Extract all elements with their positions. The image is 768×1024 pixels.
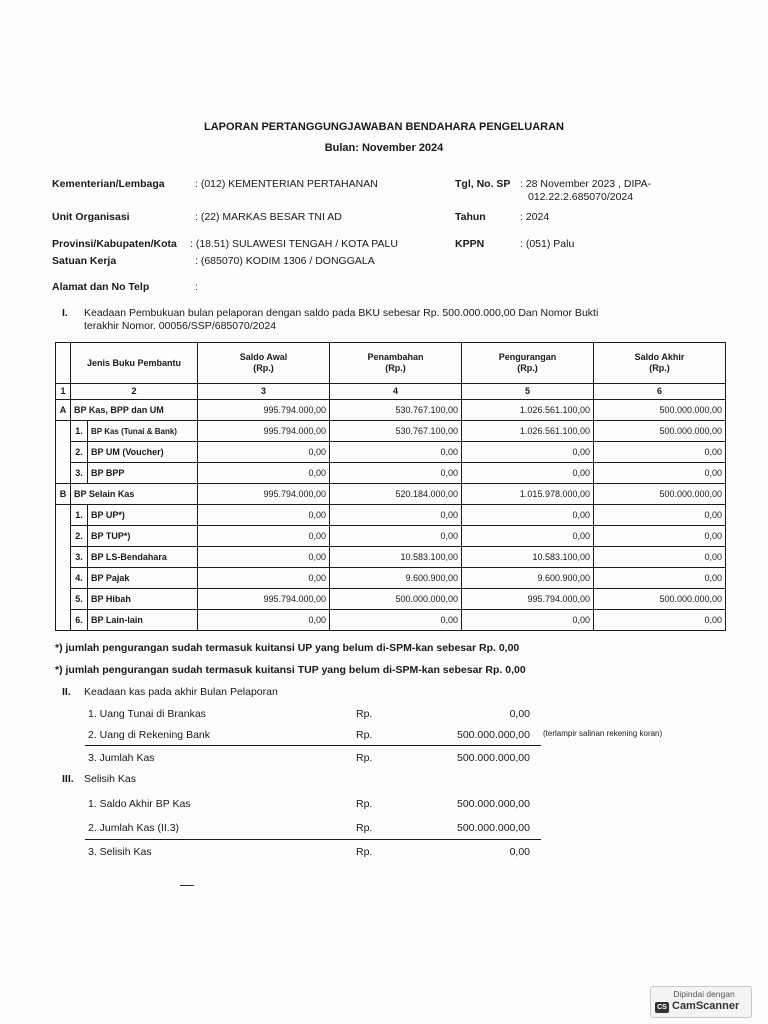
row-b1-pengurangan: 0,00 [462,505,594,526]
header-penambahan [330,343,462,384]
kppn-label: KPPN [455,238,485,250]
provinsi-value: : (18.51) SULAWESI TENGAH / KOTA PALU [190,238,398,250]
group-a-penambahan: 530.767.100,00 [330,400,462,421]
sec2-row2-value: 500.000.000,00 [457,729,530,741]
sec2-row2-label: 2. Uang di Rekening Bank [88,729,210,741]
row-b1-name: BP UP*) [88,505,198,526]
row-a3-pengurangan: 0,00 [462,463,594,484]
watermark-caption: Dipindai dengan [673,989,735,999]
row-b2-saldo-akhir: 0,00 [594,526,726,547]
row-b5-saldo-awal: 995.794.000,00 [198,589,330,610]
colnum-4: 4 [330,384,462,400]
row-b3-no: 3. [71,547,88,568]
tahun-value: : 2024 [520,211,550,223]
blank-cell [56,421,71,442]
header-saldo-akhir [594,343,726,384]
blank-cell [56,505,71,526]
row-b5-saldo-akhir: 500.000.000,00 [594,589,726,610]
row-b2-penambahan: 0,00 [330,526,462,547]
row-b4-saldo-awal: 0,00 [198,568,330,589]
kementerian-label: Kementerian/Lembaga [52,178,165,190]
blank-cell [56,610,71,631]
row-b3-name: BP LS-Bendahara [88,547,198,568]
satker-label: Satuan Kerja [52,255,117,267]
note-up: *) jumlah pengurangan sudah termasuk kuitansi UP yang belum di-SPM-kan sebesar Rp. 0,00 [55,642,520,654]
satker-value: : (685070) KODIM 1306 / DONGGALA [195,255,375,267]
buku-pembantu-table [55,342,726,631]
colnum-5: 5 [462,384,594,400]
row-b3-pengurangan: 10.583.100,00 [462,547,594,568]
blank-cell [56,526,71,547]
sec2-row1-value: 0,00 [509,708,530,720]
table-row [56,421,726,442]
blank-cell [56,442,71,463]
sec3-divider [85,839,541,840]
sec2-row1-label: 1. Uang Tunai di Brankas [88,708,206,720]
group-b-code: B [56,484,71,505]
header-saldo-akhir-unit: (Rp.) [649,363,670,373]
alamat-label: Alamat dan No Telp [52,281,150,293]
colnum-1: 1 [56,384,71,400]
row-a2-saldo-akhir: 0,00 [594,442,726,463]
row-b5-no: 5. [71,589,88,610]
row-b1-saldo-awal: 0,00 [198,505,330,526]
sec2-row3-value: 500.000.000,00 [457,752,530,764]
tgl-sp-value-1: : 28 November 2023 , DIPA- [520,178,652,190]
sec3-row3-value: 0,00 [509,846,530,858]
note-tup: *) jumlah pengurangan sudah termasuk kuitansi TUP yang belum di-SPM-kan sebesar Rp. 0,00 [55,664,526,676]
row-b5-name: BP Hibah [88,589,198,610]
header-saldo-awal-unit: (Rp.) [253,363,274,373]
header-pengurangan-unit: (Rp.) [517,363,538,373]
table-row [56,442,726,463]
row-a3-name: BP BPP [88,463,198,484]
blank-cell [56,463,71,484]
sec2-row2-currency: Rp. [356,729,373,741]
table-row [56,589,726,610]
group-b-penambahan: 520.184.000,00 [330,484,462,505]
group-b-saldo-awal: 995.794.000,00 [198,484,330,505]
section3-number: III. [62,773,74,785]
sec2-row2-note: (terlampir salinan rekening koran) [543,729,663,738]
section2-title: Keadaan kas pada akhir Bulan Pelaporan [84,686,278,698]
row-b6-no: 6. [71,610,88,631]
header-saldo-awal-label: Saldo Awal [239,352,288,362]
row-b1-no: 1. [71,505,88,526]
unit-label: Unit Organisasi [52,211,130,223]
group-b-pengurangan: 1.015.978.000,00 [462,484,594,505]
camscanner-watermark [650,986,752,1018]
row-a2-saldo-awal: 0,00 [198,442,330,463]
row-a1-saldo-akhir: 500.000.000,00 [594,421,726,442]
report-month: Bulan: November 2024 [324,142,444,154]
row-a2-penambahan: 0,00 [330,442,462,463]
table-row [56,526,726,547]
header-saldo-awal [198,343,330,384]
tgl-sp-value-2: 012.22.2.685070/2024 [528,191,634,203]
table-header-row [56,343,726,384]
sec3-row2-value: 500.000.000,00 [457,822,530,834]
footer-dash: — [180,876,194,892]
section3-title: Selisih Kas [84,773,136,785]
header-no [56,343,71,384]
row-a1-pengurangan: 1.026.561.100,00 [462,421,594,442]
row-b6-saldo-akhir: 0,00 [594,610,726,631]
kppn-value: : (051) Palu [520,238,575,250]
sec3-row1-label: 1. Saldo Akhir BP Kas [88,798,191,810]
unit-value: : (22) MARKAS BESAR TNI AD [195,211,342,223]
provinsi-label: Provinsi/Kabupaten/Kota [52,238,177,250]
sec3-row3-currency: Rp. [356,846,373,858]
header-penambahan-unit: (Rp.) [385,363,406,373]
blank-cell [56,589,71,610]
row-a3-saldo-awal: 0,00 [198,463,330,484]
table-row [56,505,726,526]
sec3-row3-label: 3. Selisih Kas [88,846,152,858]
table-colnum-row [56,384,726,400]
table-row-group-b [56,484,726,505]
row-b2-saldo-awal: 0,00 [198,526,330,547]
row-b4-pengurangan: 9.600.900,00 [462,568,594,589]
row-b4-penambahan: 9.600.900,00 [330,568,462,589]
colnum-3: 3 [198,384,330,400]
header-jenis: Jenis Buku Pembantu [71,343,198,384]
group-a-saldo-akhir: 500.000.000,00 [594,400,726,421]
row-a1-penambahan: 530.767.100,00 [330,421,462,442]
table-row [56,568,726,589]
table-row [56,547,726,568]
row-b3-saldo-akhir: 0,00 [594,547,726,568]
header-pengurangan-label: Pengurangan [498,352,557,362]
report-title: LAPORAN PERTANGGUNGJAWABAN BENDAHARA PENGELUARAN [204,121,564,133]
row-a1-no: 1. [71,421,88,442]
row-b4-saldo-akhir: 0,00 [594,568,726,589]
row-b1-penambahan: 0,00 [330,505,462,526]
row-b5-pengurangan: 995.794.000,00 [462,589,594,610]
tgl-sp-label: Tgl, No. SP [455,178,511,190]
section2-number: II. [62,686,71,698]
row-a2-no: 2. [71,442,88,463]
row-a1-saldo-awal: 995.794.000,00 [198,421,330,442]
row-b6-saldo-awal: 0,00 [198,610,330,631]
row-b2-name: BP TUP*) [88,526,198,547]
header-pengurangan [462,343,594,384]
row-a1-name: BP Kas (Tunai & Bank) [88,421,198,442]
row-b2-no: 2. [71,526,88,547]
row-b6-pengurangan: 0,00 [462,610,594,631]
sec3-row1-value: 500.000.000,00 [457,798,530,810]
row-b2-pengurangan: 0,00 [462,526,594,547]
sec2-row1-currency: Rp. [356,708,373,720]
group-b-saldo-akhir: 500.000.000,00 [594,484,726,505]
group-a-code: A [56,400,71,421]
sec3-row1-currency: Rp. [356,798,373,810]
row-a3-no: 3. [71,463,88,484]
row-a3-saldo-akhir: 0,00 [594,463,726,484]
sec2-divider [85,745,541,746]
table-row [56,463,726,484]
row-b6-penambahan: 0,00 [330,610,462,631]
table-row-group-a [56,400,726,421]
kementerian-value: : (012) KEMENTERIAN PERTAHANAN [195,178,378,190]
sec2-row3-currency: Rp. [356,752,373,764]
colnum-6: 6 [594,384,726,400]
blank-cell [56,547,71,568]
blank-cell [56,568,71,589]
header-saldo-akhir-label: Saldo Akhir [634,352,685,362]
group-a-name: BP Kas, BPP dan UM [71,400,198,421]
row-b3-saldo-awal: 0,00 [198,547,330,568]
section1-text-2: terakhir Nomor. 00056/SSP/685070/2024 [84,320,277,332]
row-a2-pengurangan: 0,00 [462,442,594,463]
group-a-pengurangan: 1.026.561.100,00 [462,400,594,421]
sec2-row3-label: 3. Jumlah Kas [88,752,155,764]
row-b4-no: 4. [71,568,88,589]
sec3-row2-currency: Rp. [356,822,373,834]
group-b-name: BP Selain Kas [71,484,198,505]
row-b3-penambahan: 10.583.100,00 [330,547,462,568]
header-penambahan-label: Penambahan [367,352,424,362]
section1-text-1: Keadaan Pembukuan bulan pelaporan dengan saldo pada BKU sebesar Rp. 500.000.000,00 Dan Nomor Bukti [84,307,599,319]
row-a2-name: BP UM (Voucher) [88,442,198,463]
colnum-2: 2 [71,384,198,400]
group-a-saldo-awal: 995.794.000,00 [198,400,330,421]
row-b4-name: BP Pajak [88,568,198,589]
table-row [56,610,726,631]
row-b6-name: BP Lain-lain [88,610,198,631]
tahun-label: Tahun [455,211,486,223]
sec3-row2-label: 2. Jumlah Kas (II.3) [88,822,180,834]
watermark-name: CamScanner [672,1000,740,1012]
section1-number: I. [62,307,68,319]
row-b5-penambahan: 500.000.000,00 [330,589,462,610]
alamat-value: : [195,281,198,293]
row-a3-penambahan: 0,00 [330,463,462,484]
row-b1-saldo-akhir: 0,00 [594,505,726,526]
camscanner-logo-icon: CS [655,1002,669,1013]
